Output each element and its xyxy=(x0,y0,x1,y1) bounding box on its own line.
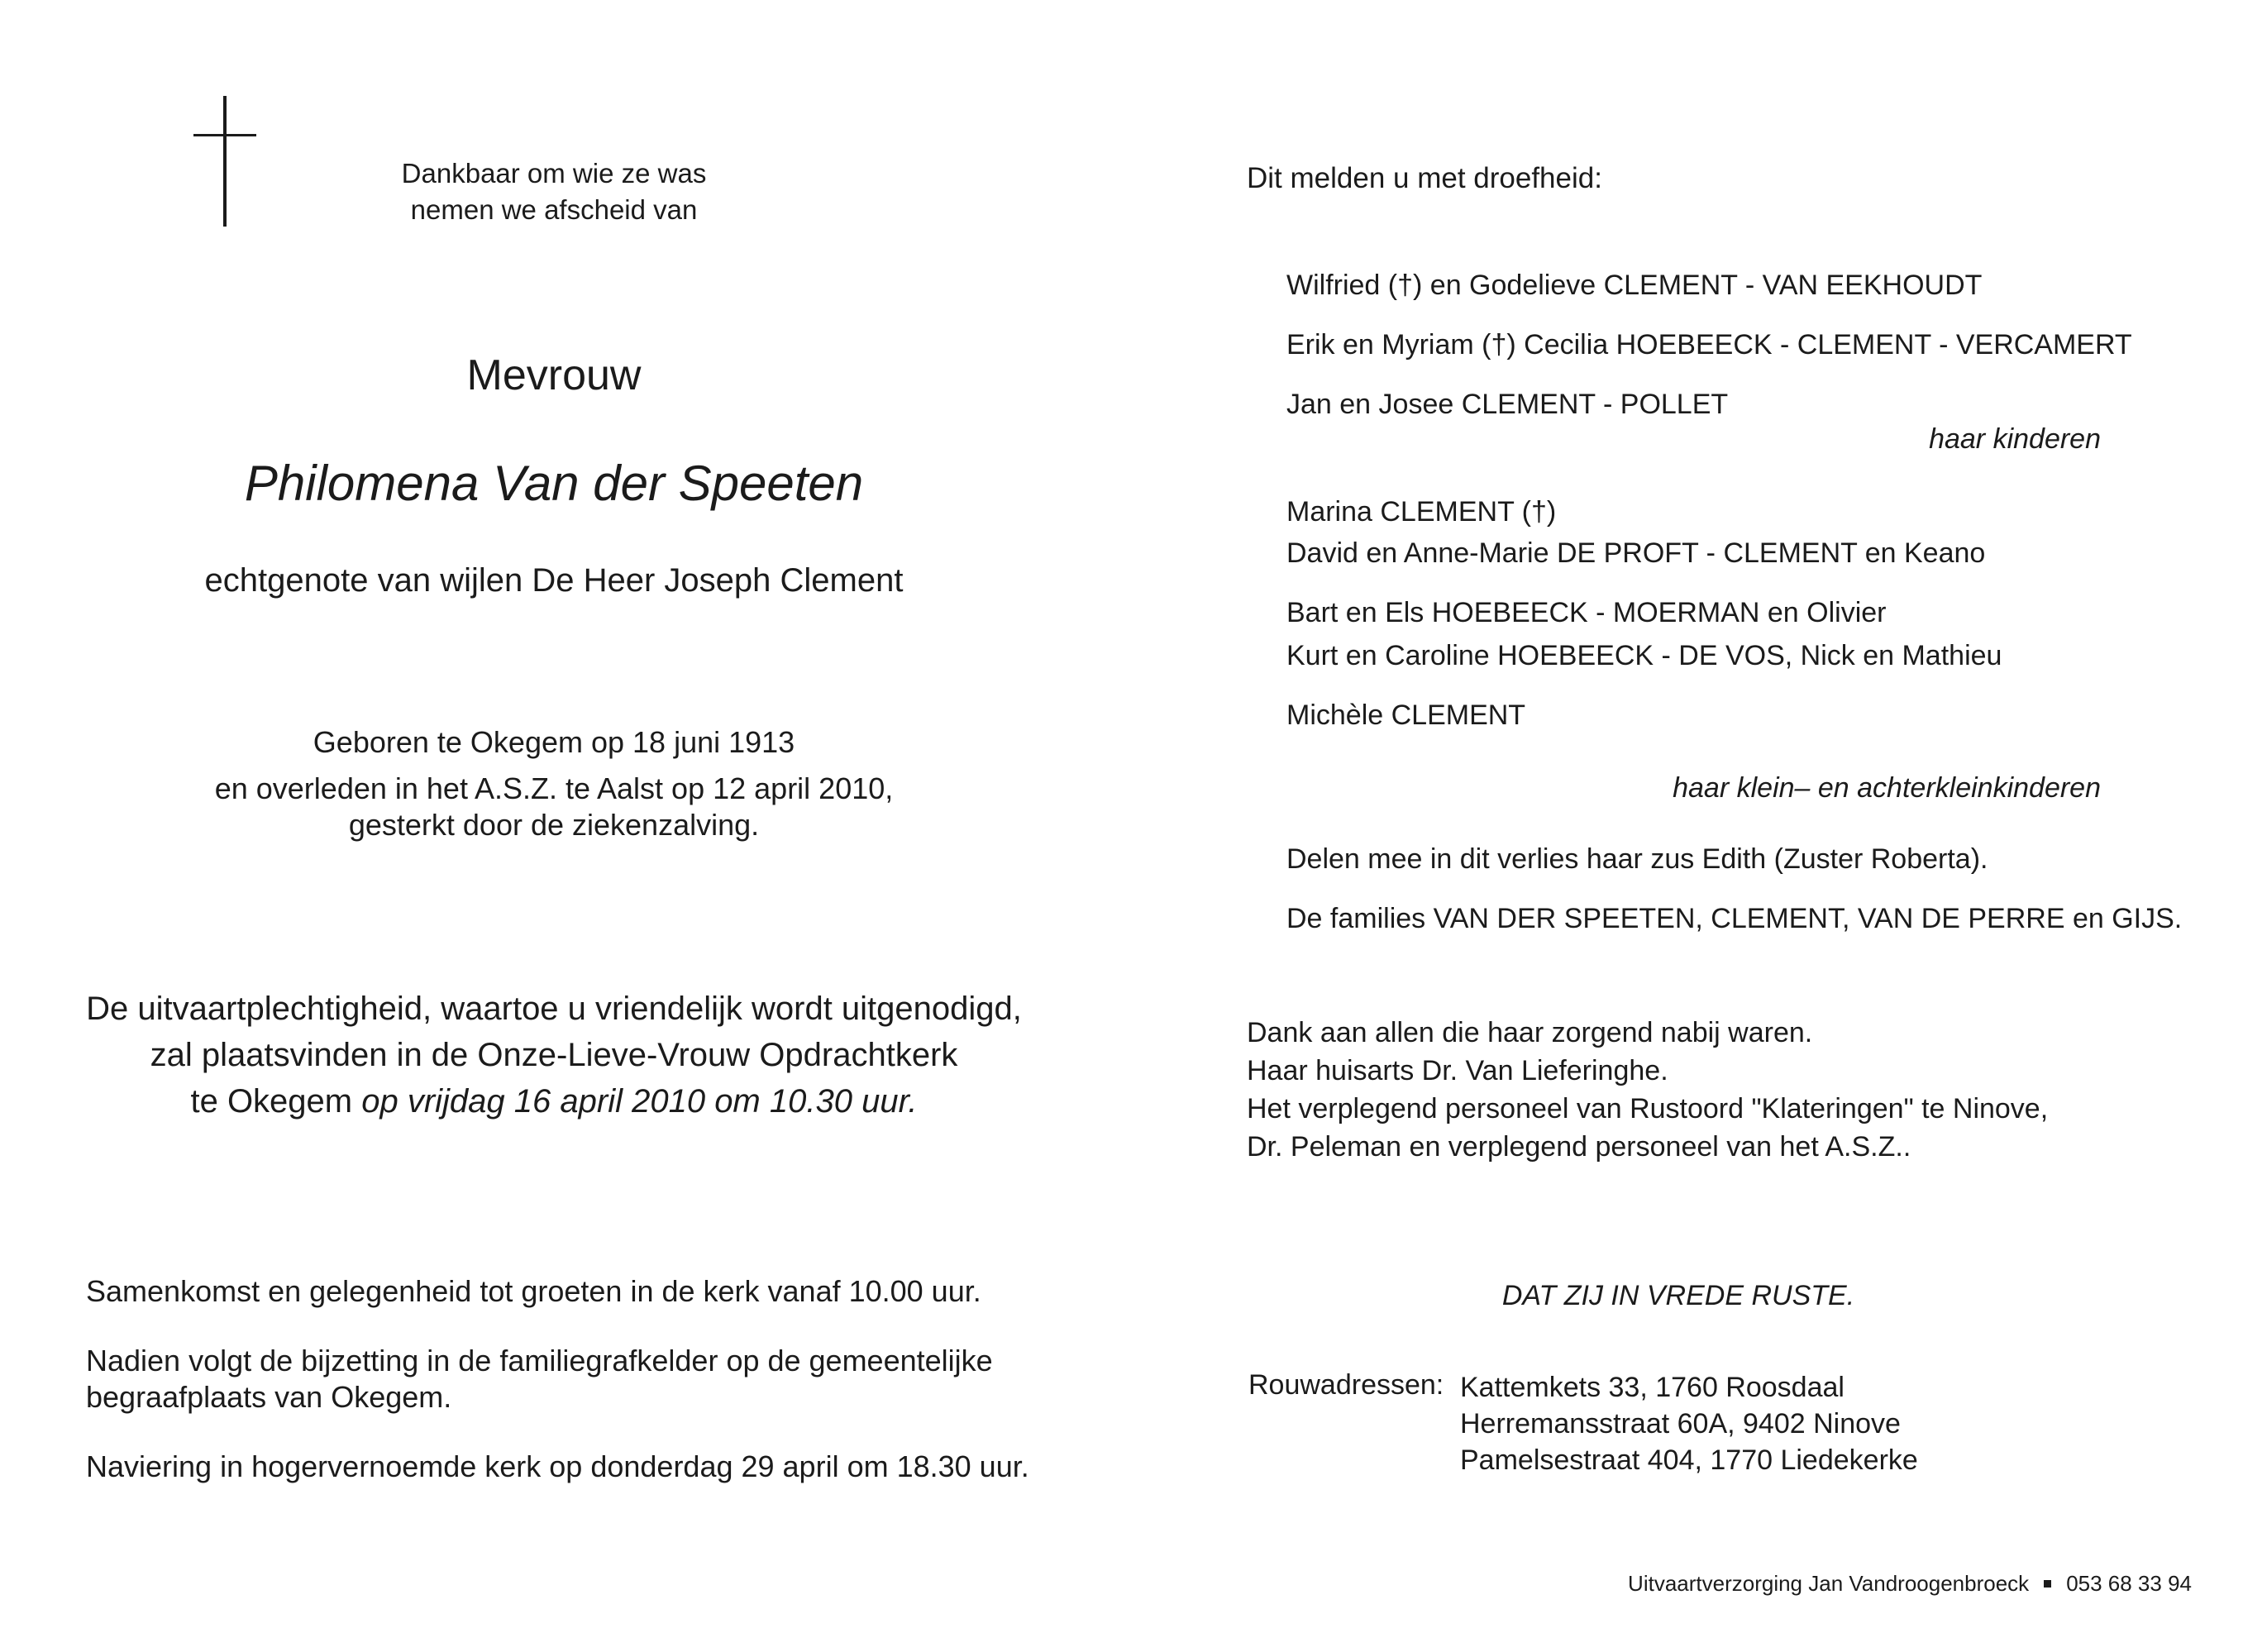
intro-line-1: Dankbaar om wie ze was xyxy=(401,158,707,189)
burial-note-2: begraafplaats van Okegem. xyxy=(86,1380,452,1414)
grandchild-1: Marina CLEMENT (†) xyxy=(1286,496,1557,528)
spouse-line: echtgenote van wijlen De Heer Joseph Clement xyxy=(204,562,904,599)
grandchild-3: Bart en Els HOEBEECK - MOERMAN en Olivier xyxy=(1286,597,1887,628)
funeral-line-1: De uitvaartplechtigheid, waartoe u vriendelijk wordt uitgenodigd, xyxy=(86,991,1022,1027)
undertaker-line xyxy=(1628,1571,2192,1597)
gathering-note: Samenkomst en gelegenheid tot groeten in de kerk vanaf 10.00 uur. xyxy=(86,1274,981,1308)
address-1: Kattemkets 33, 1760 Roosdaal xyxy=(1460,1372,1845,1403)
salutation: Mevrouw xyxy=(466,351,642,399)
families-line: De families VAN DER SPEETEN, CLEMENT, VAN DE PERRE en GIJS. xyxy=(1286,903,2183,934)
undertaker-name: Uitvaartverzorging Jan Vandroogenbroeck xyxy=(1628,1571,2030,1596)
child-2: Erik en Myriam (†) Cecilia HOEBEECK - CLEMENT - VERCAMERT xyxy=(1286,329,2132,360)
grandchild-5: Michèle CLEMENT xyxy=(1286,699,1526,731)
grandchildren-label: haar klein– en achterkleinkinderen xyxy=(1673,772,2101,804)
burial-note-1: Nadien volgt de bijzetting in de familiegrafkelder op de gemeentelijke xyxy=(86,1344,993,1377)
address-3: Pamelsestraat 404, 1770 Liedekerke xyxy=(1460,1444,1918,1476)
mass-note: Naviering in hogervernoemde kerk op donderdag 29 april om 18.30 uur. xyxy=(86,1449,1029,1483)
sister-line: Delen mee in dit verlies haar zus Edith (Zuster Roberta). xyxy=(1286,843,1988,875)
thanks-line-4: Dr. Peleman en verplegend personeel van het A.S.Z.. xyxy=(1247,1131,1911,1163)
funeral-line-2: zal plaatsvinden in de Onze-Lieve-Vrouw Opdrachtkerk xyxy=(150,1037,958,1073)
addresses-label: Rouwadressen: xyxy=(1248,1369,1444,1401)
announcement-heading: Dit melden u met droefheid: xyxy=(1247,162,1602,194)
funeral-datetime: op vrijdag 16 april 2010 om 10.30 uur. xyxy=(361,1083,918,1120)
intro-line-2: nemen we afscheid van xyxy=(410,194,698,225)
rest-in-peace: DAT ZIJ IN VREDE RUSTE. xyxy=(1501,1280,1855,1311)
grandchild-2: David en Anne-Marie DE PROFT - CLEMENT en Keano xyxy=(1286,537,1986,569)
undertaker-phone: 053 68 33 94 xyxy=(2066,1571,2192,1596)
death-line: en overleden in het A.S.Z. te Aalst op 12 april 2010, xyxy=(214,771,894,805)
address-2: Herremansstraat 60A, 9402 Ninove xyxy=(1460,1408,1901,1440)
sacrament-line: gesterkt door de ziekenzalving. xyxy=(348,808,760,842)
funeral-place: te Okegem xyxy=(190,1083,362,1120)
child-3: Jan en Josee CLEMENT - POLLET xyxy=(1286,389,1729,420)
deceased-name: Philomena Van der Speeten xyxy=(244,456,864,511)
birth-line: Geboren te Okegem op 18 juni 1913 xyxy=(313,725,795,759)
grandchild-4: Kurt en Caroline HOEBEECK - DE VOS, Nick en Mathieu xyxy=(1286,640,2002,671)
bullet-icon xyxy=(2044,1580,2051,1588)
child-1: Wilfried (†) en Godelieve CLEMENT - VAN EEKHOUDT xyxy=(1286,270,1983,301)
thanks-line-3: Het verplegend personeel van Rustoord "Klateringen" te Ninove, xyxy=(1247,1093,2049,1124)
funeral-line-3 xyxy=(66,1078,1042,1124)
children-label: haar kinderen xyxy=(1929,423,2101,455)
thanks-line-1: Dank aan allen die haar zorgend nabij waren. xyxy=(1247,1017,1813,1048)
thanks-line-2: Haar huisarts Dr. Van Lieferinghe. xyxy=(1247,1055,1668,1086)
